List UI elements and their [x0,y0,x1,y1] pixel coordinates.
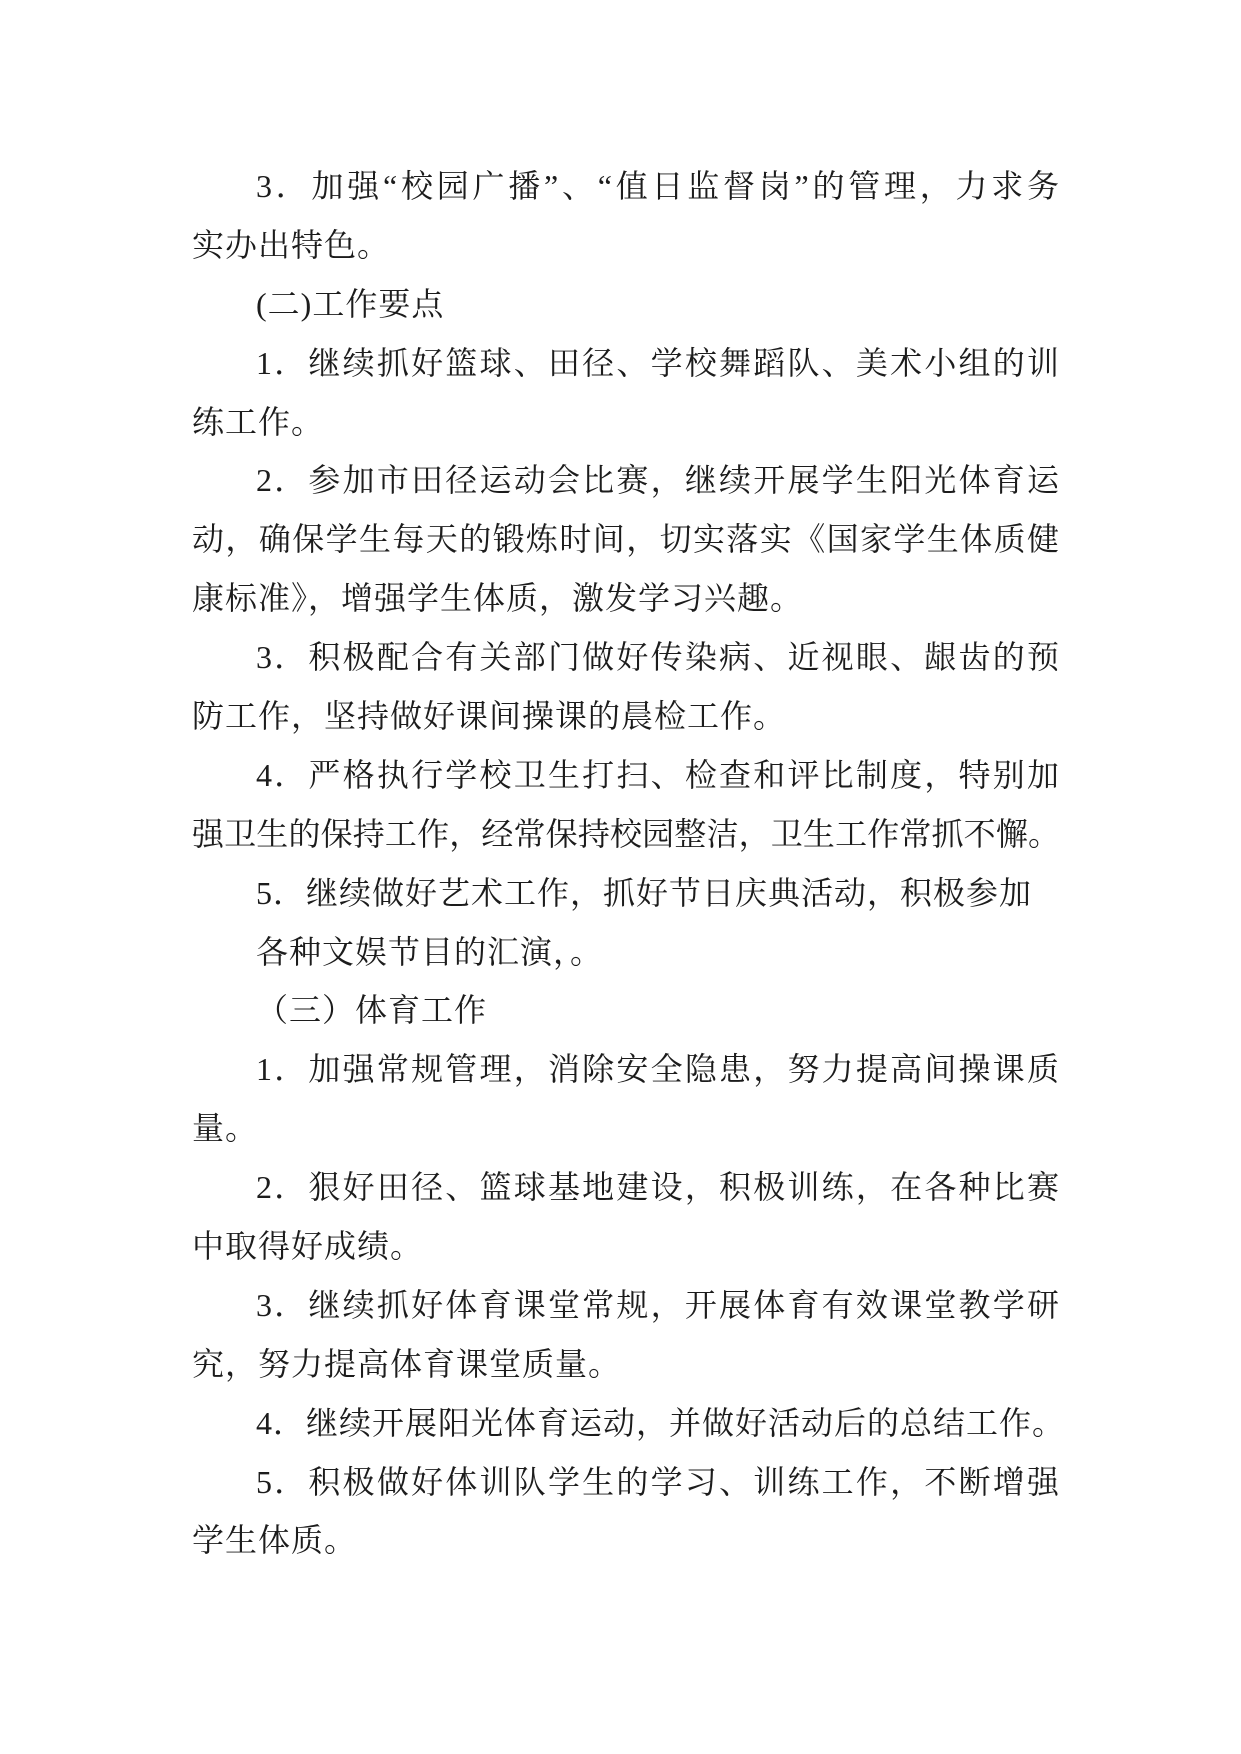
item-sunshine-sports [192,451,1060,628]
text-line: 防工作，坚持做好课间操课的晨检工作。 [192,698,787,735]
text-line: 强卫生的保持工作，经常保持校园整洁，卫生工作常抓不懈。 [192,815,1060,852]
text-line: 究，努力提高体育课堂质量。 [192,1345,622,1382]
item-base-construction [192,1158,1060,1276]
text-line: 各种文娱节目的汇演，。 [256,933,604,970]
text-line: 2．参加市田径运动会比赛，继续开展学生阳光体育运 [256,462,1060,499]
text-line: 3．加强“校园广播”、“值日监督岗”的管理，力求务 [256,168,1060,204]
text-line: 中取得好成绩。 [192,1228,424,1265]
text-line: 实办出特色。 [192,226,391,263]
document-body [192,157,1066,1570]
text-line: （三）体育工作 [256,992,488,1029]
text-line: 练工作。 [192,403,325,440]
text-line: 5．继续做好艺术工作，抓好节日庆典活动，积极参加 [256,874,1033,911]
item-sports-team-students [192,1453,1060,1571]
text-line: 4．继续开展阳光体育运动，并做好活动后的总结工作。 [256,1404,1066,1441]
text-line: 2．狠好田径、篮球基地建设，积极训练，在各种比赛 [256,1169,1060,1206]
text-line: 1．加强常规管理，消除安全隐患，努力提高间操课质 [256,1051,1060,1088]
text-line: 3．积极配合有关部门做好传染病、近视眼、龈齿的预 [256,639,1060,676]
text-line: 5．积极做好体训队学生的学习、训练工作，不断增强 [256,1463,1060,1500]
item-training-work [192,334,1060,452]
text-line: 学生体质。 [192,1522,358,1559]
item-art-work [192,864,1060,982]
item-routine-management [192,1040,1060,1158]
item-disease-prevention [192,628,1060,746]
text-line: 动，确保学生每天的锻炼时间，切实落实《国家学生体质健 [192,521,1060,558]
item-sunshine-sports-summary [192,1394,1066,1453]
item-broadcast-duty-management [192,157,1060,275]
text-line: 1．继续抓好篮球、田径、学校舞蹈队、美术小组的训 [256,344,1060,381]
item-hygiene-system [192,746,1060,864]
text-line: 康标准》，增强学生体质，激发学习兴趣。 [192,580,804,617]
text-line: 3．继续抓好体育课堂常规，开展体育有效课堂教学研 [256,1286,1060,1323]
item-pe-classroom [192,1276,1060,1394]
section-heading-pe-work [192,981,1060,1040]
section-heading-work-points [192,275,1060,334]
text-line: 量。 [192,1110,259,1147]
text-line: 4．严格执行学校卫生打扫、检查和评比制度，特别加 [256,756,1060,793]
text-line: (二)工作要点 [256,285,445,322]
